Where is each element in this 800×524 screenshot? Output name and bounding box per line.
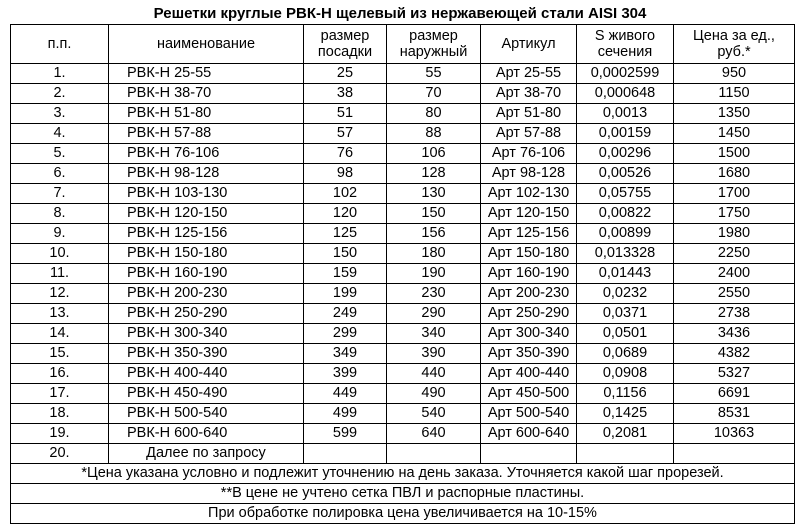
cell-fit: 38 [304,84,387,104]
cell-fit: 499 [304,404,387,424]
table-row [11,104,795,124]
cell-fit: 399 [304,364,387,384]
cell-s: 0,2081 [577,424,674,444]
cell-name: РВК-Н 51-80 [109,104,304,124]
cell-outer: 80 [387,104,481,124]
cell-outer: 640 [387,424,481,444]
cell-article: Арт 300-340 [481,324,577,344]
cell-name: РВК-Н 160-190 [109,264,304,284]
header-size-fit: размер посадки [304,25,387,64]
cell-num: 9. [11,224,109,244]
page-title: Решетки круглые РВК-Н щелевый из нержавеющей стали AISI 304 [153,5,647,22]
cell-price: 1680 [674,164,795,184]
cell-fit: 120 [304,204,387,224]
table-row [11,384,795,404]
cell-num: 14. [11,324,109,344]
cell-fit: 349 [304,344,387,364]
table-row [11,324,795,344]
cell-s: 0,0013 [577,104,674,124]
cell-s: 0,00899 [577,224,674,244]
cell-price: 3436 [674,324,795,344]
cell-num: 5. [11,144,109,164]
header-size-outer: размер наружный [387,25,481,64]
cell-s: 0,01443 [577,264,674,284]
price-table [10,24,795,524]
cell-name: РВК-Н 120-150 [109,204,304,224]
cell-name: РВК-Н 500-540 [109,404,304,424]
cell-name: РВК-Н 103-130 [109,184,304,204]
table-row [11,364,795,384]
header-s-section: S живого сечения [577,25,674,64]
cell-s: 0,00159 [577,124,674,144]
cell-fit: 57 [304,124,387,144]
cell-num: 12. [11,284,109,304]
cell-price: 1750 [674,204,795,224]
cell-article: Арт 125-156 [481,224,577,244]
cell-outer: 128 [387,164,481,184]
cell-s: 0,0232 [577,284,674,304]
cell-price: 1450 [674,124,795,144]
cell-name: РВК-Н 450-490 [109,384,304,404]
cell-s: 0,00526 [577,164,674,184]
cell-price: 2250 [674,244,795,264]
cell-num: 13. [11,304,109,324]
cell-outer: 440 [387,364,481,384]
header-row [11,25,795,64]
cell-name: РВК-Н 125-156 [109,224,304,244]
cell-outer: 490 [387,384,481,404]
cell-num: 20. [11,444,109,464]
cell-name: РВК-Н 600-640 [109,424,304,444]
table-row [11,144,795,164]
cell-num: 7. [11,184,109,204]
header-article: Артикул [481,25,577,64]
cell-fit: 102 [304,184,387,204]
cell-name: РВК-Н 38-70 [109,84,304,104]
cell-article: Арт 160-190 [481,264,577,284]
cell-s: 0,1425 [577,404,674,424]
cell-fit: 125 [304,224,387,244]
cell-fit: 299 [304,324,387,344]
cell-article: Арт 120-150 [481,204,577,224]
cell-num: 6. [11,164,109,184]
table-row [11,224,795,244]
cell-name: РВК-Н 350-390 [109,344,304,364]
cell-num: 4. [11,124,109,144]
cell-fit: 25 [304,64,387,84]
cell-num: 19. [11,424,109,444]
note-mesh: **В цене не учтено сетка ПВЛ и распорные пластины. [11,484,795,504]
note-polishing: При обработке полировка цена увеличивается на 10-15% [11,504,795,524]
cell-fit: 98 [304,164,387,184]
cell-price: 1500 [674,144,795,164]
note-row [11,504,795,524]
cell-num: 10. [11,244,109,264]
cell-num: 8. [11,204,109,224]
cell-outer: 190 [387,264,481,284]
cell-article: Арт 98-128 [481,164,577,184]
cell-price: 1350 [674,104,795,124]
cell-fit: 199 [304,284,387,304]
cell-num: 18. [11,404,109,424]
cell-outer: 156 [387,224,481,244]
header-name: наименование [109,25,304,64]
cell-num: 16. [11,364,109,384]
cell-fit: 159 [304,264,387,284]
cell-empty [304,444,387,464]
cell-fit: 599 [304,424,387,444]
cell-name: РВК-Н 25-55 [109,64,304,84]
cell-outer: 88 [387,124,481,144]
cell-article: Арт 51-80 [481,104,577,124]
cell-outer: 180 [387,244,481,264]
cell-name: РВК-Н 200-230 [109,284,304,304]
cell-article: Арт 600-640 [481,424,577,444]
cell-outer: 540 [387,404,481,424]
cell-s: 0,1156 [577,384,674,404]
table-row [11,404,795,424]
table-row [11,244,795,264]
cell-outer: 130 [387,184,481,204]
cell-outer: 55 [387,64,481,84]
cell-num: 1. [11,64,109,84]
cell-name: РВК-Н 300-340 [109,324,304,344]
cell-num: 11. [11,264,109,284]
cell-article: Арт 38-70 [481,84,577,104]
cell-empty [387,444,481,464]
table-row [11,164,795,184]
cell-article: Арт 250-290 [481,304,577,324]
cell-s: 0,00822 [577,204,674,224]
cell-name: РВК-Н 76-106 [109,144,304,164]
cell-article: Арт 200-230 [481,284,577,304]
cell-article: Арт 400-440 [481,364,577,384]
table-row [11,184,795,204]
cell-num: 15. [11,344,109,364]
cell-outer: 340 [387,324,481,344]
table-row [11,424,795,444]
table-row [11,304,795,324]
cell-price: 4382 [674,344,795,364]
note-row [11,484,795,504]
header-price: Цена за ед., руб.* [674,25,795,64]
cell-article: Арт 25-55 [481,64,577,84]
cell-price: 2738 [674,304,795,324]
note-row [11,464,795,484]
cell-outer: 150 [387,204,481,224]
cell-price: 10363 [674,424,795,444]
cell-price: 8531 [674,404,795,424]
cell-article: Арт 57-88 [481,124,577,144]
cell-s: 0,00296 [577,144,674,164]
table-row [11,264,795,284]
cell-s: 0,013328 [577,244,674,264]
cell-s: 0,0371 [577,304,674,324]
cell-fit: 51 [304,104,387,124]
table-row [11,64,795,84]
cell-s: 0,0908 [577,364,674,384]
table-row-further [11,444,795,464]
table-row [11,284,795,304]
cell-article: Арт 76-106 [481,144,577,164]
cell-num: 3. [11,104,109,124]
cell-fit: 449 [304,384,387,404]
cell-num: 17. [11,384,109,404]
cell-price: 2550 [674,284,795,304]
cell-fit: 150 [304,244,387,264]
table-row [11,124,795,144]
cell-outer: 106 [387,144,481,164]
cell-price: 1150 [674,84,795,104]
cell-article: Арт 500-540 [481,404,577,424]
cell-name: РВК-Н 98-128 [109,164,304,184]
cell-s: 0,000648 [577,84,674,104]
cell-name: РВК-Н 150-180 [109,244,304,264]
cell-price: 1980 [674,224,795,244]
cell-s: 0,05755 [577,184,674,204]
cell-article: Арт 150-180 [481,244,577,264]
cell-empty [577,444,674,464]
cell-fit: 76 [304,144,387,164]
cell-article: Арт 102-130 [481,184,577,204]
cell-price: 5327 [674,364,795,384]
cell-empty [674,444,795,464]
cell-s: 0,0689 [577,344,674,364]
table-row [11,84,795,104]
cell-outer: 230 [387,284,481,304]
cell-price: 950 [674,64,795,84]
cell-further-request: Далее по запросу [109,444,304,464]
cell-name: РВК-Н 400-440 [109,364,304,384]
cell-outer: 290 [387,304,481,324]
table-row [11,204,795,224]
cell-s: 0,0002599 [577,64,674,84]
cell-outer: 70 [387,84,481,104]
cell-article: Арт 350-390 [481,344,577,364]
table-row [11,344,795,364]
cell-price: 1700 [674,184,795,204]
cell-empty [481,444,577,464]
cell-price: 6691 [674,384,795,404]
header-num: п.п. [11,25,109,64]
cell-outer: 390 [387,344,481,364]
cell-fit: 249 [304,304,387,324]
cell-name: РВК-Н 57-88 [109,124,304,144]
cell-article: Арт 450-500 [481,384,577,404]
cell-num: 2. [11,84,109,104]
note-price: *Цена указана условно и подлежит уточнению на день заказа. Уточняется какой шаг прорезей. [11,464,795,484]
cell-name: РВК-Н 250-290 [109,304,304,324]
cell-price: 2400 [674,264,795,284]
cell-s: 0,0501 [577,324,674,344]
